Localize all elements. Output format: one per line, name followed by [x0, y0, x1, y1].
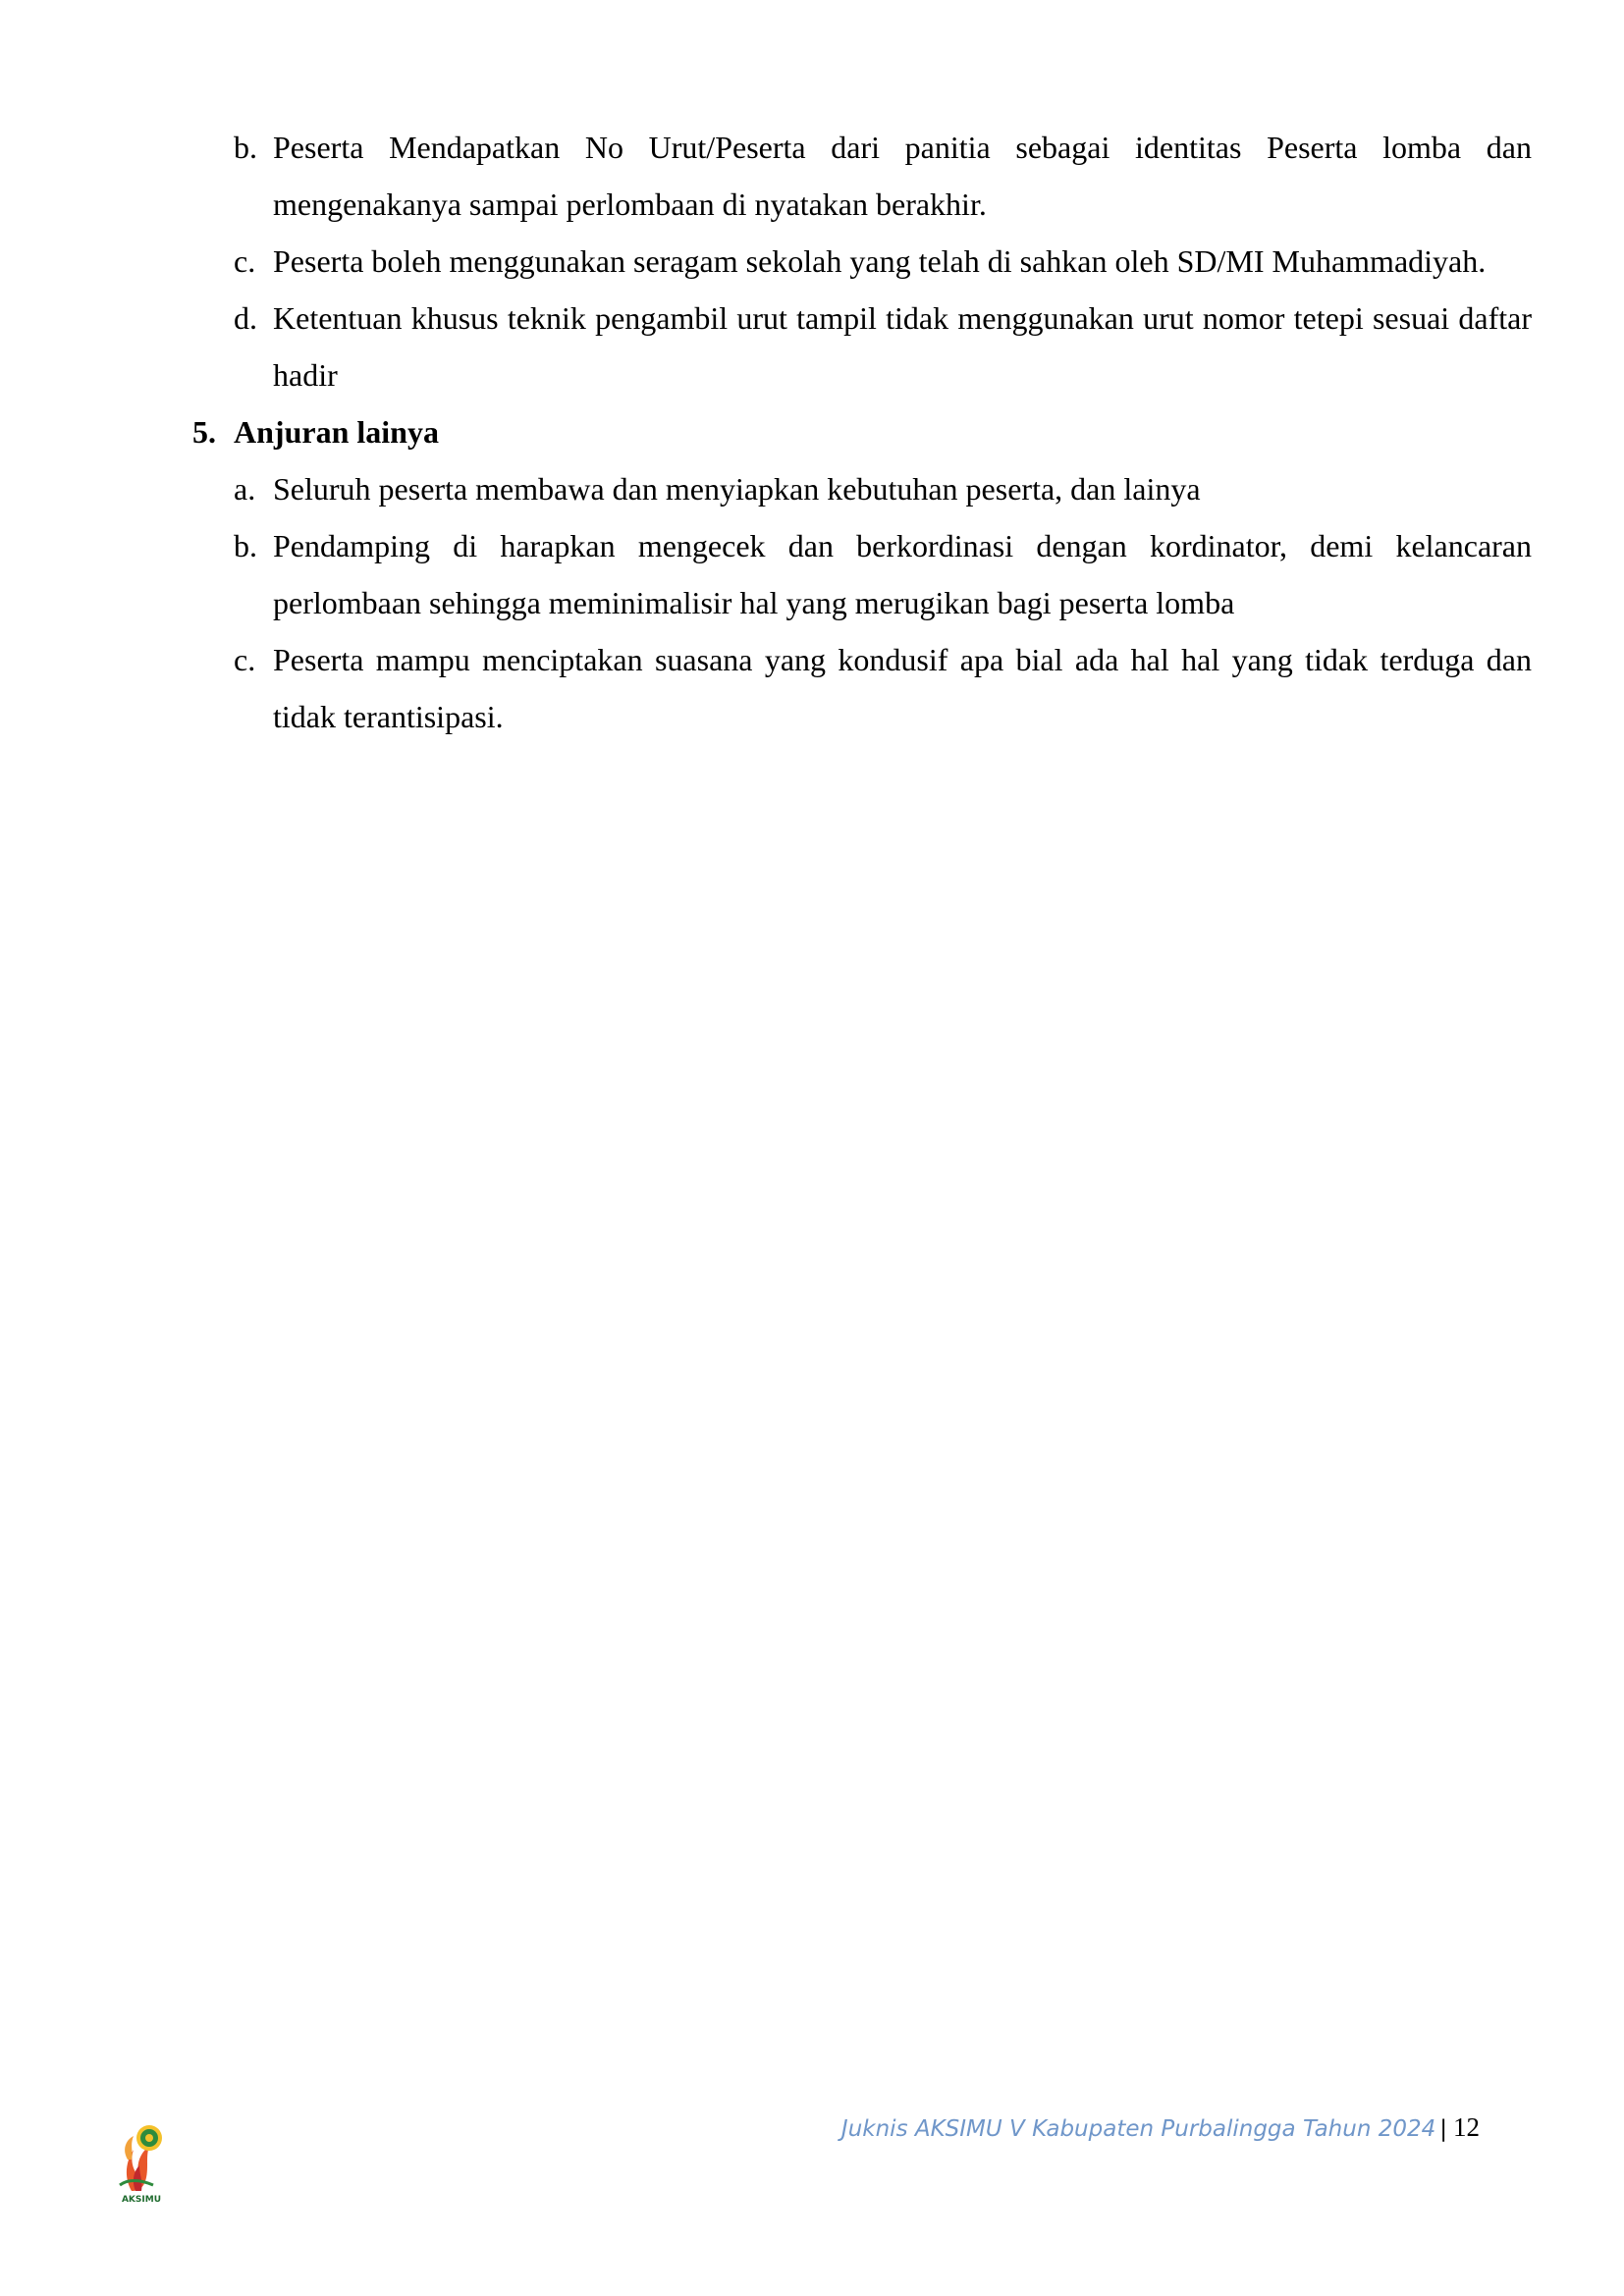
- list-marker: b.: [234, 130, 257, 165]
- list-item-text: Seluruh peserta membawa dan menyiapkan kebutuhan peserta, dan lainya: [273, 471, 1201, 507]
- footer-separator: |: [1439, 2116, 1447, 2142]
- list-item-text: Pendamping di harapkan mengecek dan berkordinasi dengan kordinator, demi kelancaran perlombaan sehingga meminimalisir hal yang merugikan bagi peserta lomba: [273, 528, 1532, 620]
- list-item-text: Peserta mampu menciptakan suasana yang kondusif apa bial ada hal hal yang tidak terduga dan tidak terantisipasi.: [273, 642, 1532, 734]
- section-heading: [192, 403, 1532, 460]
- list-item-d: [192, 290, 1532, 403]
- list-item-c: [192, 631, 1532, 745]
- list-item-text: Ketentuan khusus teknik pengambil urut tampil tidak menggunakan urut nomor tetepi sesuai daftar hadir: [273, 300, 1532, 393]
- list-item-c: [192, 233, 1532, 290]
- footer-title: Juknis AKSIMU V Kabupaten Purbalingga Tahun 2024: [840, 2116, 1436, 2142]
- list-item-b: [192, 119, 1532, 233]
- document-body: [192, 119, 1532, 745]
- list-marker: a.: [234, 471, 256, 507]
- page-number: 12: [1453, 2112, 1480, 2142]
- list-marker: d.: [234, 300, 257, 336]
- aksimu-logo: [110, 2120, 173, 2207]
- list-item-text: Peserta Mendapatkan No Urut/Peserta dari panitia sebagai identitas Peserta lomba dan mengenakanya sampai perlombaan di nyatakan berakhir.: [273, 130, 1532, 222]
- list-marker: c.: [234, 243, 256, 279]
- list-item-b: [192, 517, 1532, 631]
- list-marker: b.: [234, 528, 257, 563]
- flame-logo-icon: [110, 2120, 173, 2195]
- page-footer: [841, 2110, 1480, 2146]
- section-number: 5.: [192, 414, 216, 450]
- list-item-a: [192, 460, 1532, 517]
- section-title: Anjuran lainya: [234, 414, 439, 450]
- list-item-text: Peserta boleh menggunakan seragam sekolah yang telah di sahkan oleh SD/MI Muhammadiyah.: [273, 243, 1487, 279]
- list-marker: c.: [234, 642, 256, 677]
- logo-text: AKSIMU: [121, 2195, 162, 2205]
